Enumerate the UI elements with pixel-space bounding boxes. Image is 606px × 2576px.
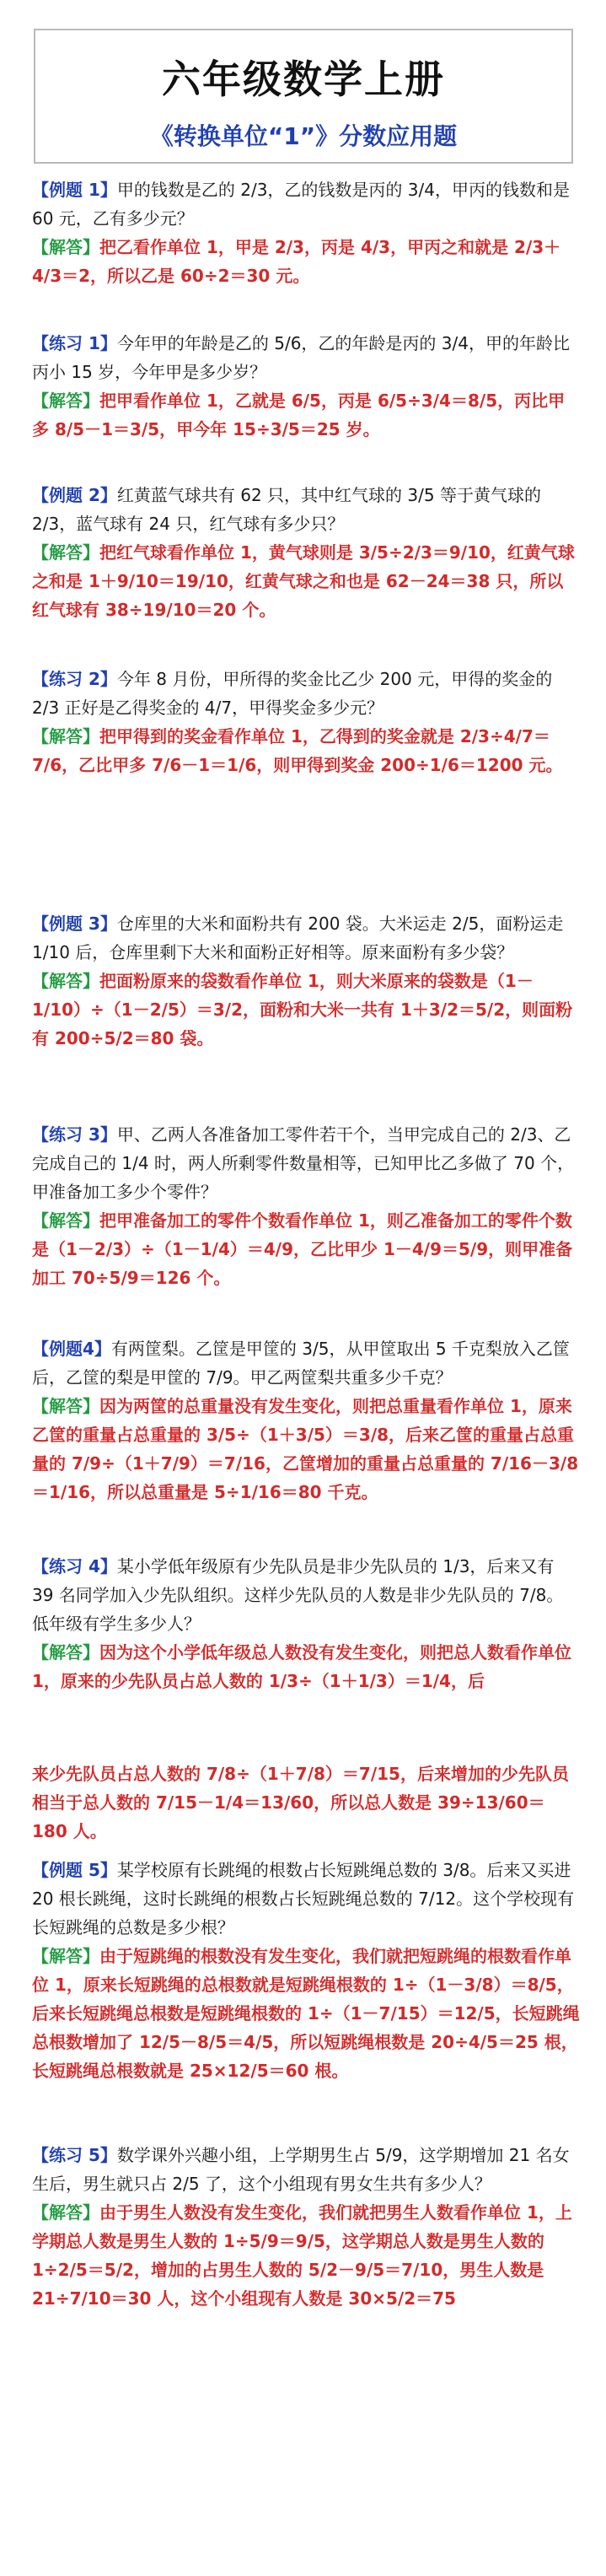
- question: [32, 481, 580, 538]
- answer: [32, 722, 580, 779]
- answer-text: 因为这个小学低年级总人数没有发生变化，则把总人数看作单位 1，原来的少先队员占总人数的 1/3÷（1＋1/3）＝1/4，后: [32, 1642, 571, 1691]
- question-tag: 【练习 2】: [32, 669, 117, 689]
- question: [32, 909, 580, 967]
- question-tag: 【练习 3】: [32, 1124, 117, 1145]
- exercise-1: [32, 329, 580, 444]
- answer-tag: 【解答】: [32, 2202, 99, 2223]
- question-text: 红黄蓝气球共有 62 只，其中红气球的 3/5 等于黄气球的 2/3，蓝气球有 24 只，红气球有多少只？: [32, 485, 541, 534]
- question: [32, 1120, 580, 1206]
- question: [32, 665, 580, 722]
- answer-tag: 【解答】: [32, 542, 99, 563]
- answer: [32, 386, 580, 444]
- exercise-4-continued: [32, 1760, 580, 1846]
- answer: [32, 233, 580, 290]
- example-5: [32, 1856, 580, 2085]
- answer: [32, 1392, 580, 1506]
- answer: [32, 1942, 580, 2085]
- question-tag: 【练习 4】: [32, 1556, 117, 1576]
- answer-text: 由于男生人数没有发生变化，我们就把男生人数看作单位 1，上学期总人数是男生人数的 1÷5/9＝9/5，这学期总人数是男生人数的 1÷2/5＝5/2，增加的占男生人数的 5/2－9/5＝7/10，男生人数是 21÷7/10＝30 人，这个小组现有人数是 30×5/2＝75: [32, 2202, 572, 2309]
- answer-tag: 【解答】: [32, 1210, 99, 1231]
- example-2: [32, 481, 580, 624]
- answer: [32, 1638, 580, 1695]
- question: [32, 175, 580, 233]
- answer-text: 把红气球看作单位 1，黄气球则是 3/5÷2/3＝9/10，红黄气球之和是 1＋9/10＝19/10，红黄气球之和也是 62－24＝38 只，所以红气球有 38÷19/10＝20 个。: [32, 542, 575, 620]
- example-4: [32, 1334, 580, 1506]
- question-tag: 【练习 5】: [32, 2145, 117, 2165]
- answer-text: 由于短跳绳的根数没有发生变化，我们就把短跳绳的根数看作单位 1，原来长短跳绳的总根数就是短跳绳根数的 1÷（1－3/8）＝8/5，后来长短跳绳总根数是短跳绳根数的 1÷（1－7/15）＝12/5，长短跳绳总根数增加了 12/5－8/5＝4/5，所以短跳绳根数是 20÷4/5＝25 根，长短跳绳总根数就是 25×12/5＝60 根。: [32, 1946, 580, 2081]
- question: [32, 2141, 580, 2198]
- answer-tag: 【解答】: [32, 971, 99, 991]
- answer-continued: [32, 1760, 580, 1846]
- answer: [32, 538, 580, 624]
- question-tag: 【例题4】: [32, 1339, 111, 1359]
- question-tag: 【练习 1】: [32, 333, 117, 353]
- answer-text: 把甲得到的奖金看作单位 1，乙得到的奖金就是 2/3÷4/7＝7/6，乙比甲多 7/6－1＝1/6，则甲得到奖金 200÷1/6＝1200 元。: [32, 726, 563, 775]
- answer-tag: 【解答】: [32, 391, 99, 411]
- answer: [32, 967, 580, 1053]
- answer-tag: 【解答】: [32, 1396, 99, 1416]
- answer: [32, 2198, 580, 2313]
- exercise-3: [32, 1120, 580, 1292]
- example-1: [32, 175, 580, 290]
- question-tag: 【例题 2】: [32, 485, 117, 505]
- question-text: 某学校原有长跳绳的根数占长短跳绳总数的 3/8。后来又买进 20 根长跳绳，这时长跳绳的根数占长短跳绳总数的 7/12。这个学校现有长短跳绳的总数是多少根？: [32, 1860, 575, 1937]
- question-tag: 【例题 1】: [32, 180, 117, 200]
- question: [32, 1334, 580, 1392]
- answer-text: 把乙看作单位 1，甲是 2/3，丙是 4/3，甲丙之和就是 2/3＋4/3＝2，所以乙是 60÷2＝30 元。: [32, 237, 561, 286]
- question-text: 数学课外兴趣小组，上学期男生占 5/9，这学期增加 21 名女生后，男生就只占 2/5 了，这个小组现有男女生共有多少人？: [32, 2145, 570, 2194]
- answer: [32, 1206, 580, 1292]
- answer-tag: 【解答】: [32, 1946, 99, 1966]
- exercise-2: [32, 665, 580, 779]
- answer-text: 把甲看作单位 1，乙就是 6/5，丙是 6/5÷3/4＝8/5，丙比甲多 8/5－1＝3/5，甲今年 15÷3/5＝25 岁。: [32, 391, 566, 439]
- question-text: 仓库里的大米和面粉共有 200 袋。大米运走 2/5，面粉运走 1/10 后，仓库里剩下大米和面粉正好相等。原来面粉有多少袋？: [32, 913, 564, 962]
- question: [32, 1552, 580, 1638]
- answer-text: 来少先队员占总人数的 7/8÷（1＋7/8）＝7/15，后来增加的少先队员相当于总人数的 7/15－1/4＝13/60，所以总人数是 39÷13/60＝180 人。: [32, 1764, 569, 1841]
- answer-tag: 【解答】: [32, 726, 99, 746]
- question: [32, 329, 580, 386]
- question-text: 甲的钱数是乙的 2/3，乙的钱数是丙的 3/4，甲丙的钱数和是 60 元，乙有多少元？: [32, 180, 570, 229]
- title-box: [34, 29, 573, 164]
- exercise-5: [32, 2141, 580, 2313]
- answer-text: 因为两筐的总重量没有发生变化，则把总重量看作单位 1，原来乙筐的重量占总重量的 3/5÷（1＋3/5）＝3/8，后来乙筐的重量占总重量的 7/9÷（1＋7/9）＝7/16，乙筐增加的重量占总重量的 7/16－3/8＝1/16，所以总重量是 5÷1/16＝80 千克。: [32, 1396, 579, 1502]
- example-3: [32, 909, 580, 1053]
- page-subtitle: 《转换单位“1”》分数应用题: [149, 122, 458, 150]
- page-title: 六年级数学上册: [162, 57, 445, 102]
- exercise-4: [32, 1552, 580, 1695]
- answer-text: 把甲准备加工的零件个数看作单位 1，则乙准备加工的零件个数是（1－2/3）÷（1－1/4）＝4/9，乙比甲少 1－4/9＝5/9，则甲准备加工 70÷5/9＝126 个。: [32, 1210, 573, 1288]
- question-tag: 【例题 5】: [32, 1860, 117, 1880]
- question-text: 甲、乙两人各准备加工零件若干个，当甲完成自己的 2/3、乙完成自己的 1/4 时，两人所剩零件数量相等，已知甲比乙多做了 70 个，甲准备加工多少个零件？: [32, 1124, 575, 1202]
- answer-text: 把面粉原来的袋数看作单位 1，则大米原来的袋数是（1－1/10）÷（1－2/5）＝3/2，面粉和大米一共有 1＋3/2＝5/2，则面粉有 200÷5/2＝80 袋。: [32, 971, 573, 1048]
- question-tag: 【例题 3】: [32, 913, 117, 934]
- question-text: 有两筐梨。乙筐是甲筐的 3/5，从甲筐取出 5 千克梨放入乙筐后，乙筐的梨是甲筐的 7/9。甲乙两筐梨共重多少千克？: [32, 1339, 570, 1388]
- question: [32, 1856, 580, 1942]
- question-text: 某小学低年级原有少先队员是非少先队员的 1/3，后来又有 39 名同学加入少先队组织。这样少先队员的人数是非少先队员的 7/8。低年级有学生多少人？: [32, 1556, 564, 1634]
- question-text: 今年甲的年龄是乙的 5/6，乙的年龄是丙的 3/4，甲的年龄比丙小 15 岁，今年甲是多少岁？: [32, 333, 570, 382]
- question-text: 今年 8 月份，甲所得的奖金比乙少 200 元，甲得的奖金的 2/3 正好是乙得奖金的 4/7，甲得奖金多少元？: [32, 669, 553, 718]
- answer-tag: 【解答】: [32, 1642, 99, 1663]
- answer-tag: 【解答】: [32, 237, 99, 257]
